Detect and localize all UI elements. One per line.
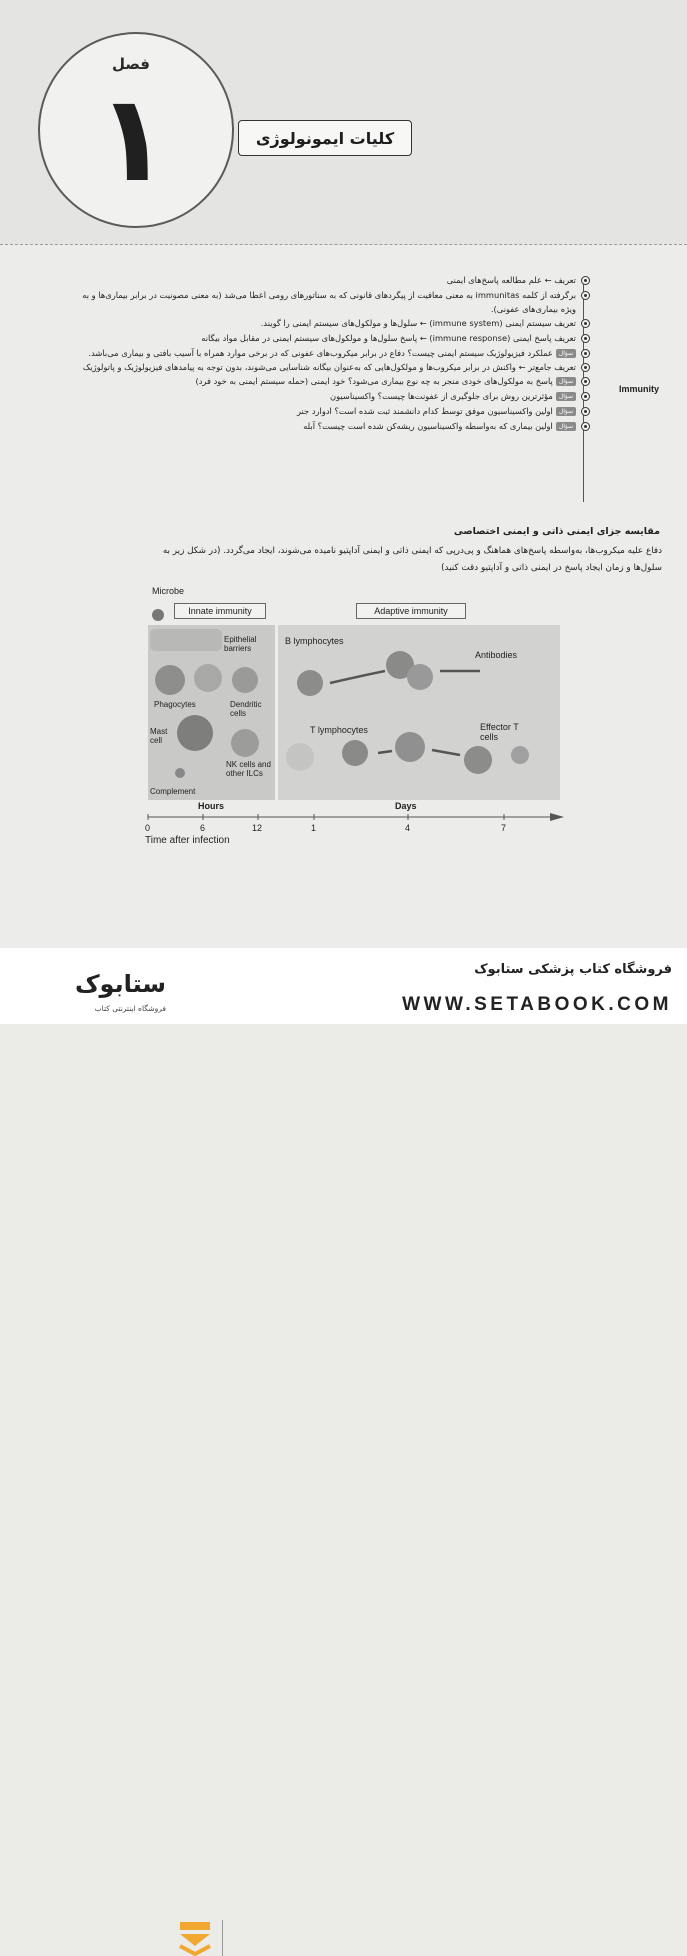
bullet-icon xyxy=(581,349,590,358)
bullet-icon xyxy=(581,407,590,416)
mast-cell-icon xyxy=(177,715,213,751)
adaptive-label: Adaptive immunity xyxy=(356,603,466,619)
axis-arrow-icon xyxy=(550,813,564,821)
bullet-icon xyxy=(581,276,590,285)
tick-label: 0 xyxy=(145,823,151,833)
question-tag: سؤال xyxy=(556,349,576,358)
innate-label: Innate immunity xyxy=(174,603,266,619)
t-cell-icon xyxy=(342,740,368,766)
question-tag: سؤال xyxy=(556,407,576,416)
question-tag: سؤال xyxy=(556,392,576,401)
tick-label: 6 xyxy=(200,823,206,833)
complement-label: Complement xyxy=(150,787,196,796)
complement-icon xyxy=(175,768,185,778)
bullet-icon xyxy=(581,422,590,431)
store-url[interactable]: WWW.SETABOOK.COM xyxy=(402,994,672,1015)
section-title: مقایسه جزای ایمنی ذاتی و ایمنی اختصاصی xyxy=(453,526,660,537)
bullet-icon xyxy=(581,319,590,328)
list-item: برگرفته از کلمه immunitas به معنی معافیت از پیگردهای قانونی که به سناتورهای رومی اعطا می‌شد (به معنی مصونیت در برابر بیماری‌ها و به ویژه بیماری‌های عفونی). xyxy=(70,288,590,316)
microbe-icon xyxy=(152,609,164,621)
store-name: فروشگاه کتاب پزشکی ستابوک xyxy=(474,962,672,977)
question-tag: سؤال xyxy=(556,422,576,431)
chapter-word: فصل xyxy=(112,55,150,73)
arrow-icon xyxy=(378,751,392,753)
dendritic-cell-icon xyxy=(232,667,258,693)
tick-label: 1 xyxy=(311,823,317,833)
effector-cell-icon xyxy=(464,746,492,774)
microbe-label: Microbe xyxy=(152,586,185,596)
effector-label: Effector T cells xyxy=(480,722,519,742)
logo-divider xyxy=(222,1920,223,1956)
phagocytes-label: Phagocytes xyxy=(154,700,196,709)
nk-cell-icon xyxy=(231,729,259,757)
bullet-list xyxy=(70,273,590,434)
list-item: سؤالاولین بیماری که به‌واسطه واکسیناسیون ریشه‌کن شده است چیست؟ آبله xyxy=(70,419,590,434)
bullet-icon xyxy=(581,377,590,386)
arrow-icon xyxy=(432,750,460,755)
b-lymphocytes-label: B lymphocytes xyxy=(285,636,344,646)
list-item: سؤالاولین واکسیناسیون موفق توسط کدام دانشمند ثبت شده است؟ ادوارد جنر xyxy=(70,404,590,419)
list-item: تعریف جامع‌تر ← واکنش در برابر میکروب‌ها و مولکول‌هایی که به‌عنوان بیگانه شناسایی می‌شوند، بدون توجه به پیامدهای فیزیولوژیک و پاتولوژیک xyxy=(70,360,590,374)
antibodies-label: Antibodies xyxy=(475,650,518,660)
list-item: تعریف ← علم مطالعه پاسخ‌های ایمنی xyxy=(70,273,590,288)
tick-label: 7 xyxy=(501,823,507,833)
store-logo-subtitle: فروشگاه اینترنتی کتاب xyxy=(94,1004,166,1013)
b-cell-icon xyxy=(407,664,433,690)
immunity-figure xyxy=(140,585,565,850)
store-logo: ستابوک xyxy=(74,970,166,998)
book-page xyxy=(0,0,687,948)
bullet-icon xyxy=(581,291,590,300)
epithelial-label: Epithelial barriers xyxy=(224,635,257,653)
tick-label: 4 xyxy=(405,823,411,833)
bullet-icon xyxy=(581,334,590,343)
effector-cell-icon xyxy=(511,746,529,764)
mast-label: Mast cell xyxy=(150,727,168,745)
section-body: دفاع علیه میکروب‌ها، به‌واسطه پاسخ‌های هماهنگ و پی‌درپی که ایمنی ذاتی و ایمنی آداپتیو نامیده می‌شوند، ایجاد می‌گردد. (در شکل زیر به سلول‌ها و زمان ایجاد پاسخ در ایمنی ذاتی و آداپتیو دقت کنید) xyxy=(162,546,662,573)
margin-label: Immunity xyxy=(619,384,660,394)
divider xyxy=(0,244,687,245)
logo-icon xyxy=(176,1916,214,1956)
phagocyte-icon xyxy=(155,665,185,695)
t-cell-icon xyxy=(395,732,425,762)
hours-label: Hours xyxy=(198,801,225,811)
chapter-title: کلیات ایمونولوژی xyxy=(238,120,412,156)
chapter-number: ۱ xyxy=(96,70,170,209)
question-tag: سؤال xyxy=(556,377,576,386)
nk-label: NK cells and other ILCs xyxy=(226,760,271,778)
phagocyte-icon xyxy=(194,664,222,692)
dendritic-label: Dendritic cells xyxy=(230,700,262,718)
epithelium-icon xyxy=(150,629,222,651)
cell-icon xyxy=(286,743,314,771)
tick-label: 12 xyxy=(252,823,263,833)
list-item: سؤالمؤثرترین روش برای جلوگیری از عفونت‌ها چیست؟ واکسیناسیون xyxy=(70,389,590,404)
list-item: تعریف سیستم ایمنی (immune system) ← سلول‌ها و مولکول‌های سیستم ایمنی را گویند. xyxy=(70,316,590,331)
bullet-icon xyxy=(581,363,590,372)
arrow-icon xyxy=(330,671,385,683)
list-item: سؤالعملکرد فیزیولوژیک سیستم ایمنی چیست؟ دفاع در برابر میکروب‌های عفونی که در برخی موارد همراه با آسیب بافتی و بیماری می‌باشد. xyxy=(70,346,590,360)
axis-title: Time after infection xyxy=(145,835,230,846)
days-label: Days xyxy=(395,801,417,811)
b-cell-icon xyxy=(297,670,323,696)
list-item: تعریف پاسخ ایمنی (immune response) ← پاسخ سلول‌ها و مولکول‌های سیستم ایمنی در مقابل مواد بیگانه xyxy=(70,331,590,346)
bullet-icon xyxy=(581,392,590,401)
t-lymphocytes-label: T lymphocytes xyxy=(310,725,368,735)
list-item: سؤالپاسخ به مولکول‌های خودی منجر به چه نوع بیماری می‌شود؟ خود ایمنی (حمله سیستم ایمنی به خود فرد) xyxy=(70,374,590,389)
